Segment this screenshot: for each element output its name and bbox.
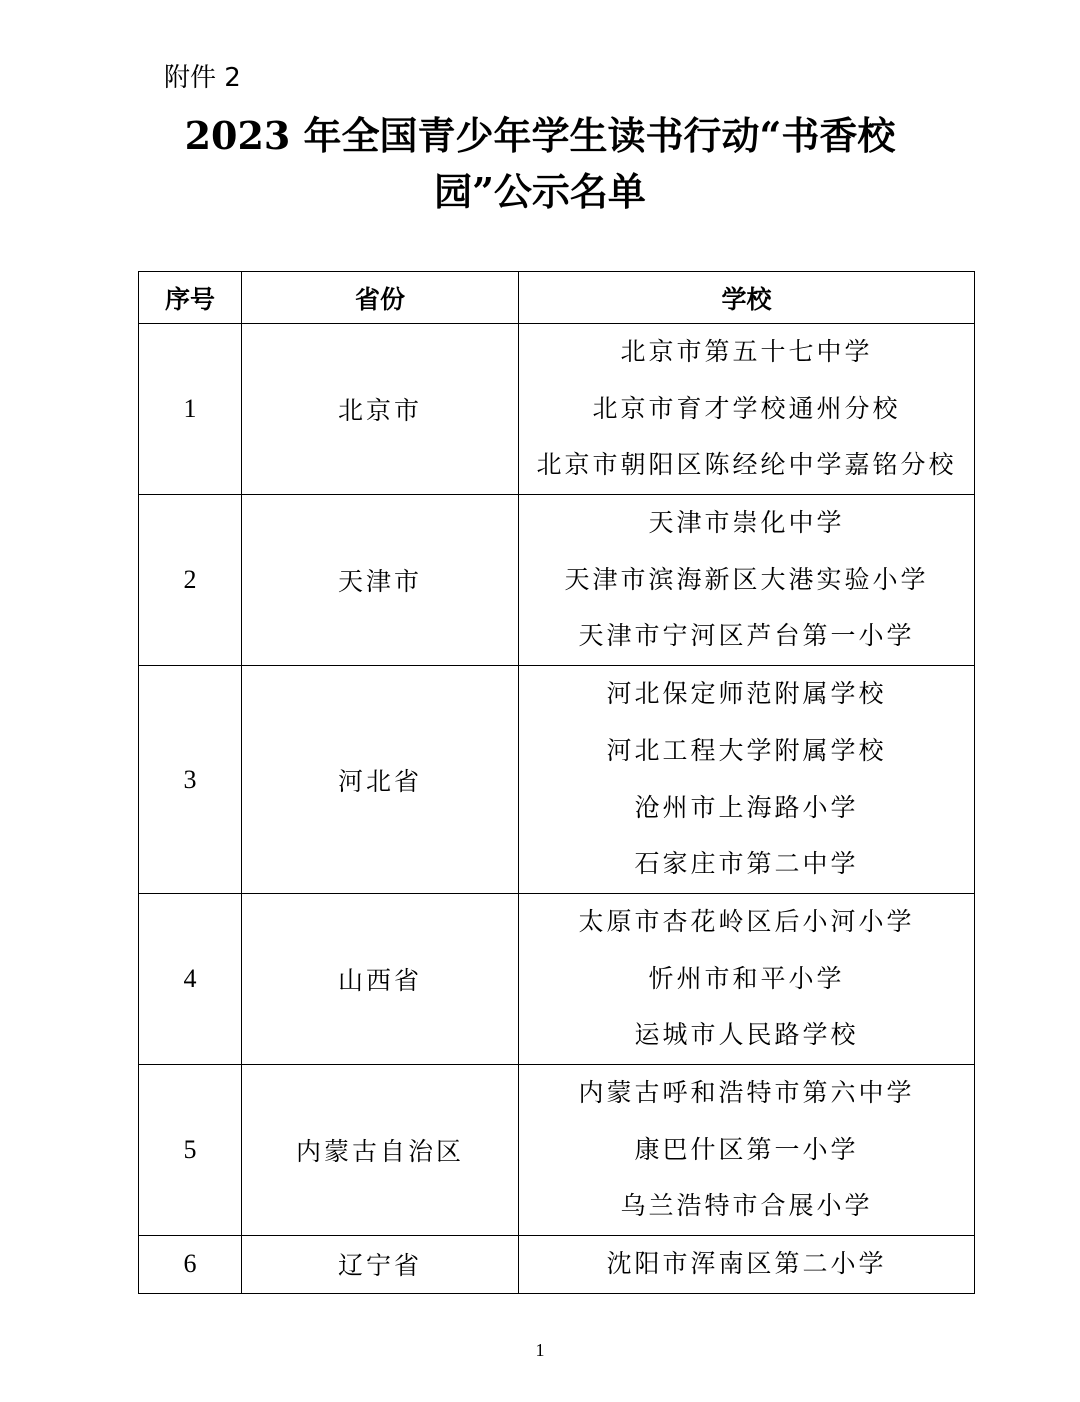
title-line-1: 2023 年全国青少年学生读书行动“书香校 (184, 113, 896, 158)
school-name: 河北保定师范附属学校 (606, 679, 887, 709)
school-name: 北京市育才学校通州分校 (592, 393, 901, 423)
row-schools (519, 1064, 975, 1235)
table-row (139, 495, 975, 666)
attachment-label: 附件 2 (164, 63, 241, 93)
row-province: 辽宁省 (242, 1236, 519, 1294)
row-number: 2 (139, 495, 242, 666)
school-name: 天津市崇化中学 (648, 508, 845, 538)
school-name: 天津市滨海新区大港实验小学 (564, 564, 929, 594)
row-schools (519, 893, 975, 1064)
school-name: 北京市朝阳区陈经纶中学嘉铭分校 (536, 450, 957, 480)
row-province: 河北省 (242, 666, 519, 894)
school-name: 北京市第五十七中学 (620, 337, 873, 366)
header-school: 学校 (519, 272, 975, 324)
row-schools (519, 666, 975, 894)
table-row (139, 324, 975, 495)
row-province: 内蒙古自治区 (242, 1064, 519, 1235)
school-name: 石家庄市第二中学 (634, 849, 859, 879)
school-name: 沧州市上海路小学 (634, 792, 859, 822)
row-schools (519, 495, 975, 666)
school-name: 忻州市和平小学 (648, 963, 845, 993)
row-number: 6 (139, 1236, 242, 1294)
table-header-row (139, 272, 975, 324)
row-number: 3 (139, 666, 242, 894)
school-name: 乌兰浩特市合展小学 (620, 1191, 873, 1221)
school-name: 天津市宁河区芦台第一小学 (578, 621, 915, 651)
table-row (139, 1064, 975, 1235)
title-line-2: 园”公示名单 (434, 169, 646, 214)
school-name: 运城市人民路学校 (634, 1020, 859, 1050)
table-row (139, 893, 975, 1064)
header-number: 序号 (139, 272, 242, 324)
row-schools (519, 1236, 975, 1294)
school-name: 河北工程大学附属学校 (606, 735, 887, 765)
school-name: 太原市杏花岭区后小河小学 (578, 906, 915, 936)
school-list-table (138, 271, 975, 1294)
school-name: 康巴什区第一小学 (634, 1134, 859, 1164)
header-province: 省份 (242, 272, 519, 324)
page-number: 1 (535, 1340, 545, 1360)
row-province: 山西省 (242, 893, 519, 1064)
row-number: 1 (139, 324, 242, 495)
document-title (0, 108, 1080, 220)
row-schools (519, 324, 975, 495)
table-row (139, 666, 975, 894)
row-number: 5 (139, 1064, 242, 1235)
row-number: 4 (139, 893, 242, 1064)
school-name: 沈阳市浑南区第二小学 (606, 1249, 887, 1278)
row-province: 天津市 (242, 495, 519, 666)
school-name: 内蒙古呼和浩特市第六中学 (578, 1077, 915, 1107)
row-province: 北京市 (242, 324, 519, 495)
table-row (139, 1236, 975, 1294)
